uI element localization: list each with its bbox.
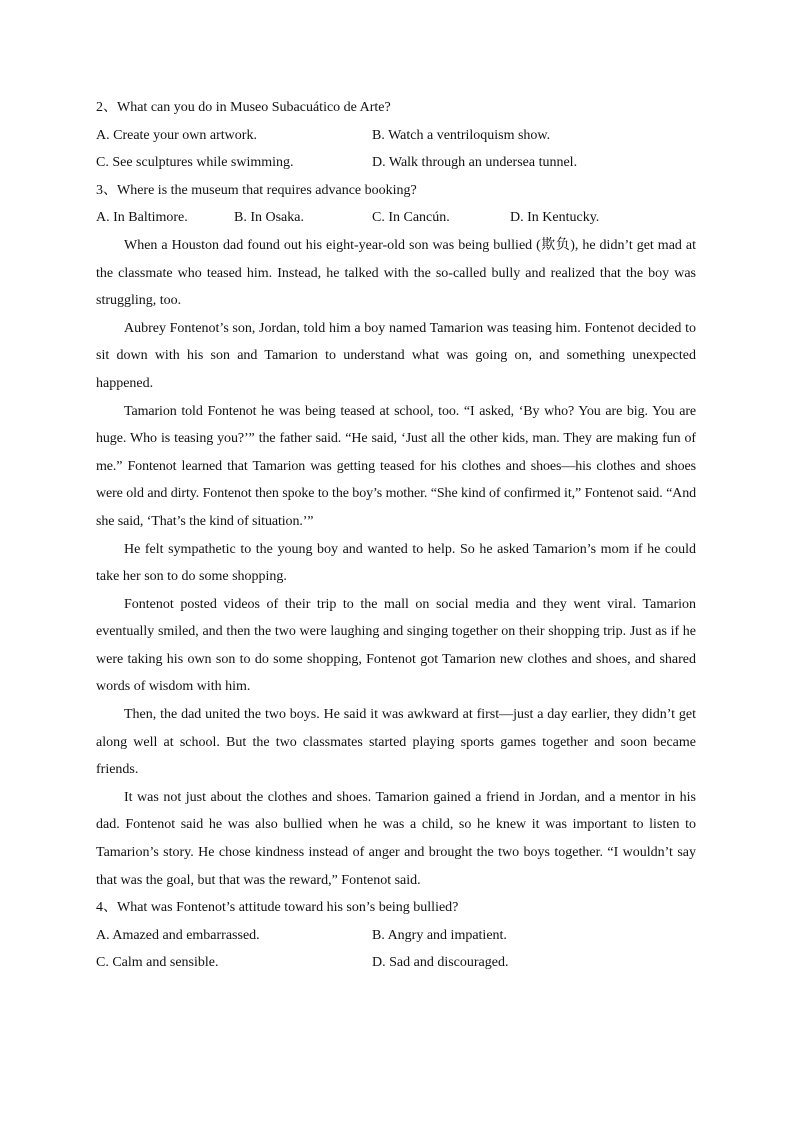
question-3-options <box>96 204 696 232</box>
passage-paragraph: Then, the dad united the two boys. He said it was awkward at first—just a day earlier, they didn’t get along well at school. But the two classmates started playing sports games together and soon became friends. <box>96 707 696 778</box>
question-text: What can you do in Museo Subacuático de Arte? <box>117 100 391 115</box>
option-b: B. In Osaka. <box>234 210 304 226</box>
question-4-options-row-2 <box>96 949 696 977</box>
passage-paragraph: He felt sympathetic to the young boy and wanted to help. So he asked Tamarion’s mom if he could take her son to do some shopping. <box>96 541 696 585</box>
option-d: D. Sad and discouraged. <box>372 955 509 971</box>
question-3 <box>96 177 696 205</box>
passage-paragraph: Tamarion told Fontenot he was being teased at school, too. “I asked, ‘By who? You are big. You are huge. Who is teasing you?’” the father said. “He said, ‘Just all the other kids, man. They are making fun of me.” Fontenot learned that Tamarion was getting teased for his clothes and shoes—his clothes and shoes were old and dirty. Fontenot then spoke to the boy’s mother. “She kind of confirmed it,” Fontenot said. “And she said, ‘That’s the kind of situation.’” <box>96 403 696 529</box>
option-a: A. Amazed and embarrassed. <box>96 927 260 943</box>
option-c: C. Calm and sensible. <box>96 955 219 971</box>
question-2-options-row-2 <box>96 149 696 177</box>
option-a: A. In Baltimore. <box>96 210 188 226</box>
question-text: What was Fontenot’s attitude toward his son’s being bullied? <box>117 900 459 916</box>
option-b: B. Watch a ventriloquism show. <box>372 127 551 143</box>
option-c: C. See sculptures while swimming. <box>96 155 294 171</box>
question-2 <box>96 94 696 122</box>
passage-paragraph: Aubrey Fontenot’s son, Jordan, told him a boy named Tamarion was teasing him. Fontenot decided to sit down with his son and Tamarion to understand what was going on, and something unexpected happened. <box>96 320 696 391</box>
question-number: 4、 <box>96 900 117 916</box>
option-a: A. Create your own artwork. <box>96 127 257 143</box>
reading-passage <box>96 232 696 894</box>
passage-paragraph: It was not just about the clothes and shoes. Tamarion gained a friend in Jordan, and a mentor in his dad. Fontenot said he was also bullied when he was a child, so he knew it was important to listen to Tamarion’s story. He chose kindness instead of anger and brought the two boys together. “I wouldn’t say that was the goal, but that was the reward,” Fontenot said. <box>96 789 696 888</box>
option-c: C. In Cancún. <box>372 210 450 226</box>
question-number: 3、 <box>96 182 117 198</box>
question-text: Where is the museum that requires advance booking? <box>117 182 417 198</box>
question-4-options-row-1 <box>96 922 696 950</box>
option-d: D. Walk through an undersea tunnel. <box>372 155 578 171</box>
question-2-options-row-1 <box>96 122 696 150</box>
passage-paragraph: Fontenot posted videos of their trip to the mall on social media and they went viral. Tamarion eventually smiled, and then the two were laughing and singing together on their shopping trip. Just as if he were taking his own son to do some shopping, Fontenot got Tamarion new clothes and shoes, and shared words of wisdom with him. <box>96 596 696 695</box>
document-page <box>96 94 696 977</box>
option-d: D. In Kentucky. <box>510 210 600 226</box>
option-b: B. Angry and impatient. <box>372 927 507 943</box>
question-number: 2、 <box>96 100 117 115</box>
question-4 <box>96 894 696 922</box>
passage-paragraph: When a Houston dad found out his eight-year-old son was being bullied (欺负), he didn’t get mad at the classmate who teased him. Instead, he talked with the so-called bully and realized that the boy was struggling, too. <box>96 237 696 309</box>
